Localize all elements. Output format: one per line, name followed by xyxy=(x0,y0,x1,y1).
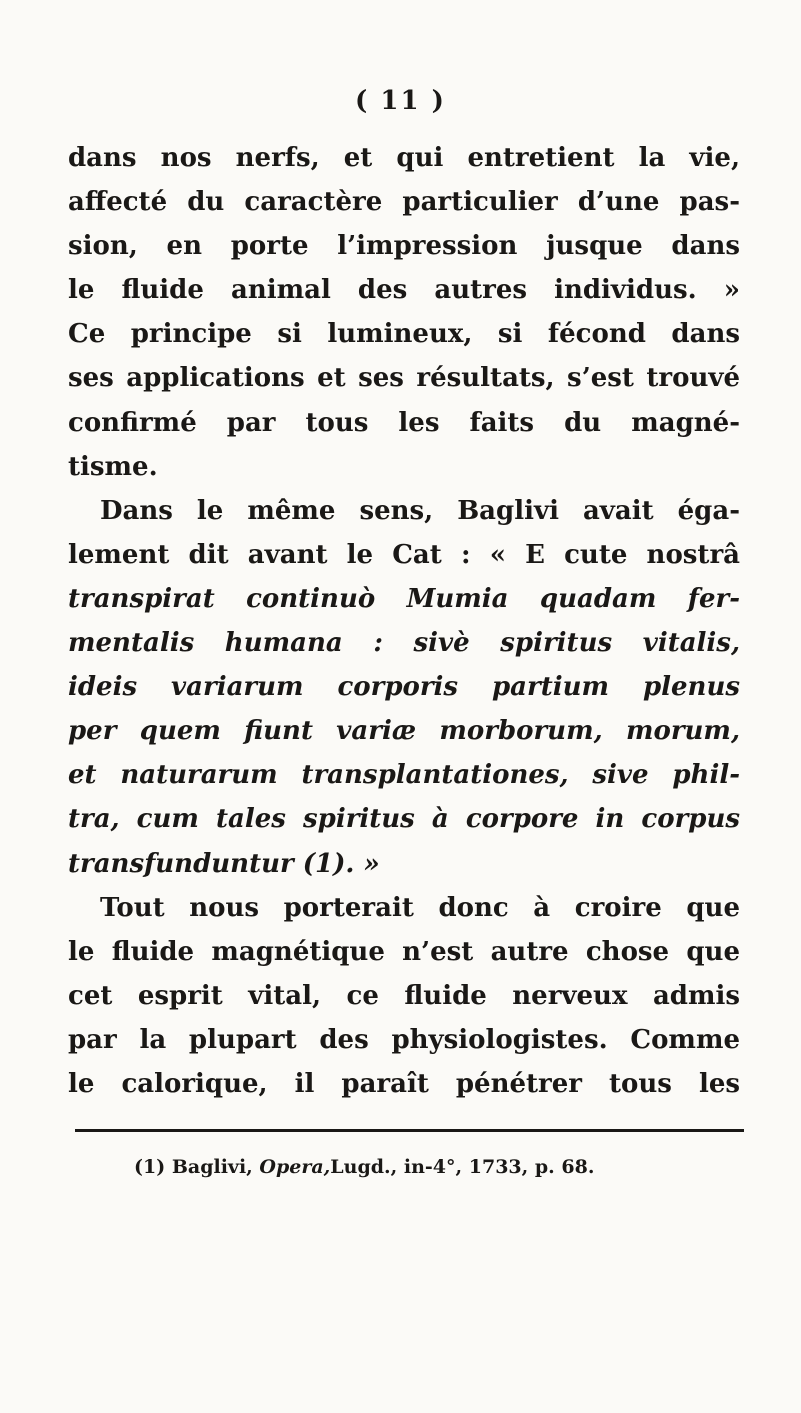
text-line: sion, en porte l’impression jusque dans xyxy=(68,231,740,262)
text-line: affecté du caractère particulier d’une pas- xyxy=(68,187,740,218)
latin-quote-line: per quem fiunt variæ morborum, morum, xyxy=(68,716,740,747)
text-line: par la plupart des physiologistes. Comme xyxy=(68,1024,740,1055)
text-line: Ce principe si lumineux, si fécond dans xyxy=(68,319,740,350)
text-line: cet esprit vital, ce fluide nerveux admis xyxy=(68,980,740,1011)
footnote-details: Lugd., in-4°, 1733, p. 68. xyxy=(330,1156,595,1178)
text-line: lement dit avant le Cat : « E cute nostrâ xyxy=(68,539,740,570)
page-number: ( 11 ) xyxy=(355,86,446,116)
latin-quote-line: transpirat continuò Mumia quadam fer- xyxy=(68,583,740,614)
footnote-marker: (1) xyxy=(134,1156,166,1178)
latin-quote-line: mentalis humana : sivè spiritus vitalis, xyxy=(68,628,740,659)
footnote-divider xyxy=(75,1129,744,1132)
latin-quote-line: transfunduntur (1). » xyxy=(68,848,380,879)
text-line: dans nos nerfs, et qui entretient la vie, xyxy=(68,143,740,173)
text-line: le calorique, il paraît pénétrer tous les xyxy=(68,1068,740,1099)
text-line: confirmé par tous les faits du magné- xyxy=(68,407,740,438)
footnote-work-title: Opera, xyxy=(259,1156,331,1178)
latin-quote-line: ideis variarum corporis partium plenus xyxy=(68,672,740,703)
text-line: tisme. xyxy=(68,451,158,482)
latin-quote-line: et naturarum transplantationes, sive phil- xyxy=(68,760,740,791)
text-line: le fluide animal des autres individus. » xyxy=(68,275,740,306)
text-line: le fluide magnétique n’est autre chose que xyxy=(68,936,740,967)
body-text xyxy=(68,136,740,1106)
latin-quote-line: tra, cum tales spiritus à corpore in corpus xyxy=(68,804,740,835)
text-line: ses applications et ses résultats, s’est trouvé xyxy=(68,363,740,394)
paragraph-start-line: Dans le même sens, Baglivi avait éga- xyxy=(100,495,740,526)
footnote-author: Baglivi, xyxy=(171,1156,253,1178)
paragraph-start-line: Tout nous porterait donc à croire que xyxy=(100,892,740,923)
